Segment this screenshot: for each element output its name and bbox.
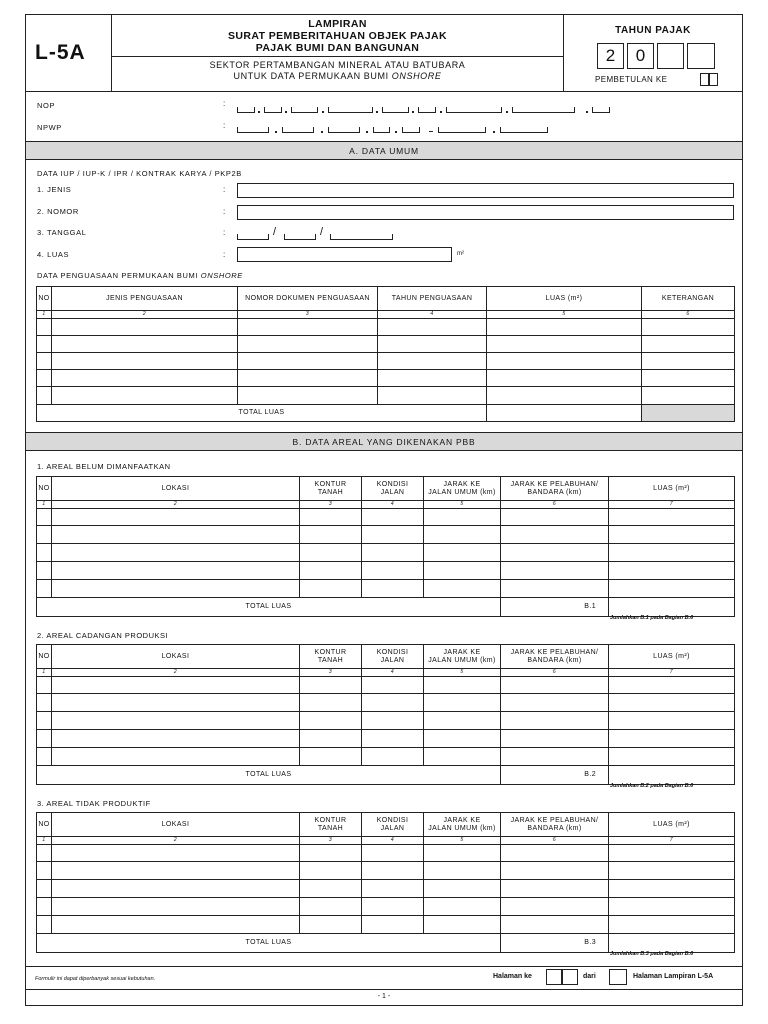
page-number-box-1[interactable] bbox=[546, 969, 562, 985]
page-of-label: Halaman ke bbox=[493, 973, 532, 980]
section-a-band: A. DATA UMUM bbox=[26, 141, 742, 160]
area-3-total-code: B.3 bbox=[501, 934, 609, 953]
table-row[interactable] bbox=[37, 862, 735, 880]
area-2-table: NO LOKASI KONTUR TANAH KONDISI JALAN JARAK KE JALAN UMUM (km) JARAK KE PELABUHAN/ BANDARA (km) LUAS (m²) 1 2 3 4 5 6 7 TOTAL LUAS B.2 bbox=[36, 644, 735, 785]
page-number-box-2[interactable] bbox=[562, 969, 578, 985]
area-3-table: NO LOKASI KONTUR TANAH KONDISI JALAN JARAK KE JALAN UMUM (km) JARAK KE PELABUHAN/ BANDARA (km) LUAS (m²) 1 2 3 4 5 6 7 TOTAL LUAS B.3 bbox=[36, 812, 735, 953]
form-subtitle-1: SEKTOR PERTAMBANGAN MINERAL ATAU BATUBARA bbox=[209, 60, 466, 70]
form-title-1: LAMPIRAN bbox=[308, 18, 367, 30]
col-header-jenis: JENIS PENGUASAAN bbox=[52, 287, 238, 311]
nop-label: NOP bbox=[37, 101, 56, 110]
luas-label: 4. LUAS bbox=[37, 250, 70, 259]
jenis-input[interactable] bbox=[237, 183, 734, 198]
page-number: - 1 - bbox=[377, 993, 391, 1000]
nomor-label: 2. NOMOR bbox=[37, 207, 79, 216]
ownership-heading: DATA PENGUASAAN PERMUKAAN BUMI ONSHORE bbox=[37, 271, 243, 280]
total-luas-value[interactable] bbox=[487, 405, 642, 422]
revision-box-1[interactable] bbox=[700, 73, 709, 86]
area-3-note: Jumlahkan B.3 pada Bagian B.6 bbox=[610, 951, 694, 957]
area-2-total-value[interactable] bbox=[609, 766, 735, 785]
table-row[interactable] bbox=[37, 370, 735, 387]
table-row[interactable] bbox=[37, 562, 735, 580]
area-3-title: 3. AREAL TIDAK PRODUKTIF bbox=[37, 799, 151, 808]
col-header-keterangan: KETERANGAN bbox=[642, 287, 735, 311]
table-row[interactable] bbox=[37, 387, 735, 405]
tax-year-digit-4[interactable] bbox=[687, 43, 715, 69]
table-row[interactable] bbox=[37, 526, 735, 544]
area-1-note: Jumlahkan B.1 pada Bagian B.6 bbox=[610, 615, 694, 621]
table-row[interactable] bbox=[37, 319, 735, 336]
table-row[interactable] bbox=[37, 509, 735, 526]
col-header-luas: LUAS (m²) bbox=[487, 287, 642, 311]
area-2-total-label: TOTAL LUAS bbox=[37, 766, 501, 785]
section-b-band: B. DATA AREAL YANG DIKENAKAN PBB bbox=[26, 432, 742, 451]
nomor-input[interactable] bbox=[237, 205, 734, 220]
page-total-box[interactable] bbox=[609, 969, 627, 985]
table-row[interactable] bbox=[37, 748, 735, 766]
ownership-table: NO JENIS PENGUASAAN NOMOR DOKUMEN PENGUASAAN TAHUN PENGUASAAN LUAS (m²) KETERANGAN 1 2 3 4 5 6 TOTAL LUAS bbox=[36, 286, 735, 422]
table-row[interactable] bbox=[37, 580, 735, 598]
form-sheet: L-5A LAMPIRAN SURAT PEMBERITAHUAN OBJEK PAJAK PAJAK BUMI DAN BANGUNAN SEKTOR PERTAMBANGAN MINERAL ATAU BATUBARA UNTUK DATA PERMUKAAN BUMI ONSHORE TAHUN PAJAK 2 0 PEMBETULAN KE NOP : NPWP : A. DATA UMUM DATA IUP / IUP-K / IPR / KONTRAK KARYA / PKP2B 1. JENIS : 2. NOMOR : 3. TANGGAL : / / 4. LUAS : m² DATA PENGUASAAN PERMUKAAN BUMI ONSHORE NO JENIS PENGUASAAN NOMOR DOKUMEN PENGUASAAN TAHUN PENGUASAAN LUAS (m²) KETERANGAN 1 2 3 4 5 6 TOTAL LUAS B. DATA AREAL YANG DIKENAKAN PBB 1. AREAL BELUM DIMANFAATKAN NO LOKASI KONTUR TANAH KONDISI JALAN JARAK KE JALAN UMUM (km) JARAK KE PELABUHAN/ BANDARA (km) LUAS (m²) 1 2 3 4 5 6 7 TOTAL LUAS B.1 Jumlahkan B.1 pada Bagian B.6 2. AREAL CADANGAN PRODUKSI NO LOKASI KONTUR TANAH KONDISI JALAN JARAK KE JALAN UMUM (km) JARAK KE PELABUHAN/ BANDARA (km) LUAS (m²) 1 2 3 4 5 6 7 TOTAL LUAS B.2 Jumlahkan B.2 pada Bagian B.6 3. AREAL TIDAK PRODUKTIF NO LOKASI KONTUR TANAH KONDISI JALAN JARAK KE JALAN UMUM (km) JARAK KE PELABUHAN/ BANDARA (km) LUAS (m²) 1 2 3 4 5 6 7 TOTAL LUAS B.3 Jumlahkan B.3 pada Bagian B.6 Formulir ini dapat diperbanyak sesuai kebutuhan. Halaman ke dari Halaman Lampiran L-5A - 1 - bbox=[25, 14, 743, 1006]
area-3-total-label: TOTAL LUAS bbox=[37, 934, 501, 953]
area-1-total-value[interactable] bbox=[609, 598, 735, 617]
table-row[interactable] bbox=[37, 694, 735, 712]
area-2-title: 2. AREAL CADANGAN PRODUKSI bbox=[37, 631, 169, 640]
table-row[interactable] bbox=[37, 712, 735, 730]
luas-input[interactable] bbox=[237, 247, 452, 262]
footer-note: Formulir ini dapat diperbanyak sesuai kebutuhan. bbox=[35, 976, 156, 982]
area-2-total-code: B.2 bbox=[501, 766, 609, 785]
table-row[interactable] bbox=[37, 544, 735, 562]
col-header-nomor-dokumen: NOMOR DOKUMEN PENGUASAAN bbox=[238, 287, 378, 311]
table-row[interactable] bbox=[37, 677, 735, 694]
area-1-table: NO LOKASI KONTUR TANAH KONDISI JALAN JARAK KE JALAN UMUM (km) JARAK KE PELABUHAN/ BANDARA (km) LUAS (m²) 1 2 3 4 5 6 7 TOTAL LUAS B.1 bbox=[36, 476, 735, 617]
tax-year-digit-1: 2 bbox=[597, 43, 624, 69]
tax-year-label: TAHUN PAJAK bbox=[615, 25, 691, 36]
area-1-total-code: B.1 bbox=[501, 598, 609, 617]
area-1-title: 1. AREAL BELUM DIMANFAATKAN bbox=[37, 462, 171, 471]
permit-subheading: DATA IUP / IUP-K / IPR / KONTRAK KARYA / PKP2B bbox=[37, 169, 242, 178]
table-row[interactable] bbox=[37, 898, 735, 916]
table-row[interactable] bbox=[37, 916, 735, 934]
col-header-tahun: TAHUN PENGUASAAN bbox=[378, 287, 487, 311]
table-row[interactable] bbox=[37, 845, 735, 862]
form-title-2: SURAT PEMBERITAHUAN OBJEK PAJAK bbox=[228, 30, 447, 42]
revision-label: PEMBETULAN KE bbox=[595, 75, 668, 84]
luas-unit: m² bbox=[457, 251, 464, 257]
col-header-no: NO bbox=[37, 287, 52, 311]
table-row[interactable] bbox=[37, 880, 735, 898]
form-title-3: PAJAK BUMI DAN BANGUNAN bbox=[255, 42, 420, 54]
npwp-label: NPWP bbox=[37, 123, 62, 132]
area-3-total-value[interactable] bbox=[609, 934, 735, 953]
jenis-label: 1. JENIS bbox=[37, 185, 72, 194]
form-subtitle-2: UNTUK DATA PERMUKAAN BUMI ONSHORE bbox=[233, 71, 442, 81]
area-2-note: Jumlahkan B.2 pada Bagian B.6 bbox=[610, 783, 694, 789]
table-row[interactable] bbox=[37, 353, 735, 370]
area-1-total-label: TOTAL LUAS bbox=[37, 598, 501, 617]
total-luas-label: TOTAL LUAS bbox=[37, 405, 487, 422]
tax-year-digit-2: 0 bbox=[627, 43, 654, 69]
page-of-separator: dari bbox=[583, 973, 596, 980]
tax-year-digit-3[interactable] bbox=[657, 43, 684, 69]
form-code: L-5A bbox=[35, 41, 86, 64]
table-row[interactable] bbox=[37, 336, 735, 353]
attachment-label: Halaman Lampiran L-5A bbox=[633, 973, 714, 980]
tanggal-label: 3. TANGGAL bbox=[37, 228, 87, 237]
table-row[interactable] bbox=[37, 730, 735, 748]
revision-box-2[interactable] bbox=[709, 73, 718, 86]
